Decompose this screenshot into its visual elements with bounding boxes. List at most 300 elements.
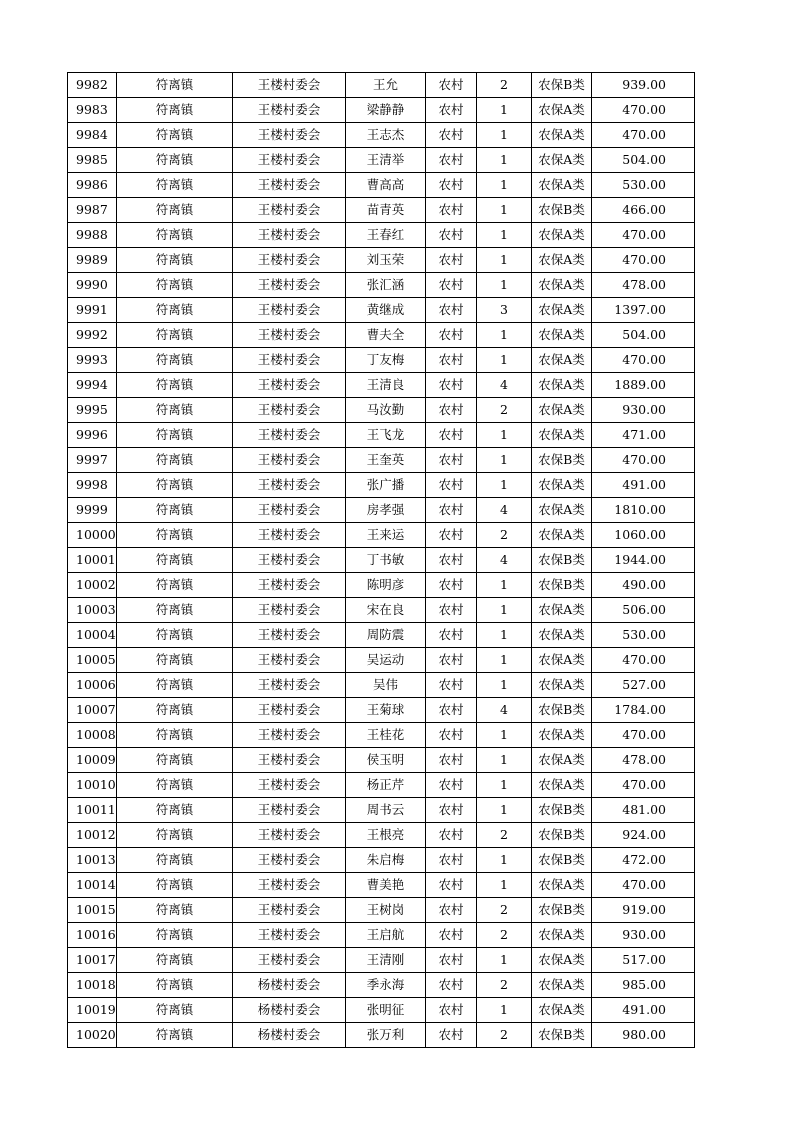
person-count-cell: 1 <box>477 998 532 1023</box>
village-cell: 王楼村委会 <box>233 323 346 348</box>
table-row <box>68 448 695 473</box>
village-cell: 王楼村委会 <box>233 548 346 573</box>
village-cell: 王楼村委会 <box>233 948 346 973</box>
name-cell: 王桂花 <box>346 723 426 748</box>
household-type-cell: 农村 <box>426 223 477 248</box>
household-type-cell: 农村 <box>426 423 477 448</box>
name-cell: 王春红 <box>346 223 426 248</box>
row-number: 10018 <box>68 973 117 998</box>
town-cell: 符离镇 <box>117 323 233 348</box>
household-type-cell: 农村 <box>426 348 477 373</box>
village-cell: 杨楼村委会 <box>233 973 346 998</box>
name-cell: 季永海 <box>346 973 426 998</box>
household-type-cell: 农村 <box>426 573 477 598</box>
town-cell: 符离镇 <box>117 773 233 798</box>
household-type-cell: 农村 <box>426 123 477 148</box>
insurance-category-cell: 农保A类 <box>532 773 592 798</box>
town-cell: 符离镇 <box>117 848 233 873</box>
town-cell: 符离镇 <box>117 423 233 448</box>
insurance-category-cell: 农保A类 <box>532 973 592 998</box>
row-number: 9983 <box>68 98 117 123</box>
person-count-cell: 1 <box>477 123 532 148</box>
village-cell: 杨楼村委会 <box>233 1023 346 1048</box>
person-count-cell: 1 <box>477 448 532 473</box>
name-cell: 张广播 <box>346 473 426 498</box>
person-count-cell: 1 <box>477 198 532 223</box>
village-cell: 王楼村委会 <box>233 598 346 623</box>
amount-cell: 939.00 <box>592 73 695 98</box>
name-cell: 马汝勤 <box>346 398 426 423</box>
person-count-cell: 1 <box>477 573 532 598</box>
row-number: 10010 <box>68 773 117 798</box>
person-count-cell: 1 <box>477 798 532 823</box>
amount-cell: 470.00 <box>592 348 695 373</box>
household-type-cell: 农村 <box>426 523 477 548</box>
name-cell: 房孝强 <box>346 498 426 523</box>
table-row <box>68 173 695 198</box>
household-type-cell: 农村 <box>426 298 477 323</box>
row-number: 9988 <box>68 223 117 248</box>
village-cell: 王楼村委会 <box>233 98 346 123</box>
household-type-cell: 农村 <box>426 398 477 423</box>
name-cell: 陈明彦 <box>346 573 426 598</box>
insurance-category-cell: 农保B类 <box>532 698 592 723</box>
table-row <box>68 473 695 498</box>
insurance-category-cell: 农保A类 <box>532 98 592 123</box>
table-row <box>68 398 695 423</box>
village-cell: 王楼村委会 <box>233 848 346 873</box>
amount-cell: 491.00 <box>592 998 695 1023</box>
household-type-cell: 农村 <box>426 673 477 698</box>
person-count-cell: 1 <box>477 273 532 298</box>
insurance-category-cell: 农保B类 <box>532 73 592 98</box>
household-type-cell: 农村 <box>426 998 477 1023</box>
amount-cell: 1810.00 <box>592 498 695 523</box>
amount-cell: 478.00 <box>592 748 695 773</box>
village-cell: 王楼村委会 <box>233 273 346 298</box>
amount-cell: 470.00 <box>592 248 695 273</box>
amount-cell: 1784.00 <box>592 698 695 723</box>
village-cell: 王楼村委会 <box>233 373 346 398</box>
town-cell: 符离镇 <box>117 648 233 673</box>
town-cell: 符离镇 <box>117 723 233 748</box>
insurance-category-cell: 农保B类 <box>532 198 592 223</box>
village-cell: 王楼村委会 <box>233 148 346 173</box>
name-cell: 张明征 <box>346 998 426 1023</box>
row-number: 9985 <box>68 148 117 173</box>
amount-cell: 527.00 <box>592 673 695 698</box>
table-row <box>68 548 695 573</box>
table-row <box>68 523 695 548</box>
household-type-cell: 农村 <box>426 923 477 948</box>
town-cell: 符离镇 <box>117 498 233 523</box>
village-cell: 王楼村委会 <box>233 173 346 198</box>
person-count-cell: 1 <box>477 748 532 773</box>
town-cell: 符离镇 <box>117 598 233 623</box>
row-number: 10011 <box>68 798 117 823</box>
table-row <box>68 923 695 948</box>
table-row <box>68 573 695 598</box>
amount-cell: 504.00 <box>592 323 695 348</box>
name-cell: 丁友梅 <box>346 348 426 373</box>
row-number: 10014 <box>68 873 117 898</box>
name-cell: 王根亮 <box>346 823 426 848</box>
table-row <box>68 323 695 348</box>
insurance-category-cell: 农保B类 <box>532 548 592 573</box>
amount-cell: 1944.00 <box>592 548 695 573</box>
town-cell: 符离镇 <box>117 198 233 223</box>
table-row <box>68 598 695 623</box>
row-number: 10007 <box>68 698 117 723</box>
village-cell: 王楼村委会 <box>233 648 346 673</box>
row-number: 10020 <box>68 1023 117 1048</box>
person-count-cell: 1 <box>477 948 532 973</box>
household-type-cell: 农村 <box>426 473 477 498</box>
person-count-cell: 1 <box>477 648 532 673</box>
name-cell: 梁静静 <box>346 98 426 123</box>
row-number: 9994 <box>68 373 117 398</box>
amount-cell: 470.00 <box>592 773 695 798</box>
person-count-cell: 1 <box>477 873 532 898</box>
town-cell: 符离镇 <box>117 923 233 948</box>
household-type-cell: 农村 <box>426 823 477 848</box>
row-number: 10006 <box>68 673 117 698</box>
insurance-category-cell: 农保B类 <box>532 1023 592 1048</box>
village-cell: 王楼村委会 <box>233 748 346 773</box>
household-type-cell: 农村 <box>426 198 477 223</box>
name-cell: 丁书敏 <box>346 548 426 573</box>
household-type-cell: 农村 <box>426 723 477 748</box>
row-number: 9997 <box>68 448 117 473</box>
village-cell: 王楼村委会 <box>233 523 346 548</box>
village-cell: 王楼村委会 <box>233 823 346 848</box>
person-count-cell: 2 <box>477 73 532 98</box>
town-cell: 符离镇 <box>117 998 233 1023</box>
town-cell: 符离镇 <box>117 748 233 773</box>
name-cell: 王允 <box>346 73 426 98</box>
insurance-category-cell: 农保A类 <box>532 348 592 373</box>
insurance-category-cell: 农保A类 <box>532 598 592 623</box>
insurance-category-cell: 农保B类 <box>532 448 592 473</box>
household-type-cell: 农村 <box>426 873 477 898</box>
row-number: 9992 <box>68 323 117 348</box>
village-cell: 王楼村委会 <box>233 798 346 823</box>
household-type-cell: 农村 <box>426 948 477 973</box>
person-count-cell: 1 <box>477 223 532 248</box>
name-cell: 王清刚 <box>346 948 426 973</box>
insurance-category-cell: 农保A类 <box>532 123 592 148</box>
row-number: 10000 <box>68 523 117 548</box>
row-number: 9998 <box>68 473 117 498</box>
insurance-category-cell: 农保A类 <box>532 648 592 673</box>
name-cell: 曹美艳 <box>346 873 426 898</box>
amount-cell: 980.00 <box>592 1023 695 1048</box>
row-number: 9982 <box>68 73 117 98</box>
town-cell: 符离镇 <box>117 448 233 473</box>
village-cell: 王楼村委会 <box>233 623 346 648</box>
amount-cell: 530.00 <box>592 623 695 648</box>
person-count-cell: 1 <box>477 848 532 873</box>
insurance-category-cell: 农保A类 <box>532 923 592 948</box>
town-cell: 符离镇 <box>117 623 233 648</box>
person-count-cell: 1 <box>477 723 532 748</box>
insurance-category-cell: 农保A类 <box>532 523 592 548</box>
table-row <box>68 723 695 748</box>
town-cell: 符离镇 <box>117 798 233 823</box>
village-cell: 王楼村委会 <box>233 298 346 323</box>
name-cell: 苗青英 <box>346 198 426 223</box>
person-count-cell: 3 <box>477 298 532 323</box>
town-cell: 符离镇 <box>117 1023 233 1048</box>
person-count-cell: 2 <box>477 823 532 848</box>
row-number: 9989 <box>68 248 117 273</box>
household-type-cell: 农村 <box>426 898 477 923</box>
table-row <box>68 198 695 223</box>
insurance-category-cell: 农保B类 <box>532 823 592 848</box>
amount-cell: 985.00 <box>592 973 695 998</box>
data-table <box>67 72 695 1048</box>
town-cell: 符离镇 <box>117 373 233 398</box>
insurance-category-cell: 农保A类 <box>532 498 592 523</box>
row-number: 10001 <box>68 548 117 573</box>
row-number: 9999 <box>68 498 117 523</box>
insurance-category-cell: 农保A类 <box>532 473 592 498</box>
household-type-cell: 农村 <box>426 798 477 823</box>
town-cell: 符离镇 <box>117 973 233 998</box>
insurance-category-cell: 农保A类 <box>532 373 592 398</box>
name-cell: 王启航 <box>346 923 426 948</box>
name-cell: 张万利 <box>346 1023 426 1048</box>
insurance-category-cell: 农保A类 <box>532 673 592 698</box>
town-cell: 符离镇 <box>117 98 233 123</box>
table-body <box>68 73 695 1048</box>
town-cell: 符离镇 <box>117 823 233 848</box>
row-number: 10015 <box>68 898 117 923</box>
row-number: 9984 <box>68 123 117 148</box>
row-number: 9986 <box>68 173 117 198</box>
amount-cell: 470.00 <box>592 873 695 898</box>
household-type-cell: 农村 <box>426 148 477 173</box>
village-cell: 王楼村委会 <box>233 923 346 948</box>
person-count-cell: 4 <box>477 498 532 523</box>
person-count-cell: 2 <box>477 1023 532 1048</box>
town-cell: 符离镇 <box>117 873 233 898</box>
amount-cell: 490.00 <box>592 573 695 598</box>
insurance-category-cell: 农保B类 <box>532 848 592 873</box>
insurance-category-cell: 农保B类 <box>532 898 592 923</box>
table-row <box>68 673 695 698</box>
person-count-cell: 1 <box>477 423 532 448</box>
table-row <box>68 898 695 923</box>
table-row <box>68 73 695 98</box>
name-cell: 王清举 <box>346 148 426 173</box>
table-row <box>68 223 695 248</box>
person-count-cell: 1 <box>477 598 532 623</box>
table-row <box>68 423 695 448</box>
name-cell: 王志杰 <box>346 123 426 148</box>
person-count-cell: 1 <box>477 98 532 123</box>
amount-cell: 478.00 <box>592 273 695 298</box>
village-cell: 王楼村委会 <box>233 698 346 723</box>
village-cell: 杨楼村委会 <box>233 998 346 1023</box>
person-count-cell: 1 <box>477 348 532 373</box>
amount-cell: 930.00 <box>592 398 695 423</box>
person-count-cell: 2 <box>477 398 532 423</box>
amount-cell: 472.00 <box>592 848 695 873</box>
table-row <box>68 973 695 998</box>
household-type-cell: 农村 <box>426 748 477 773</box>
amount-cell: 919.00 <box>592 898 695 923</box>
village-cell: 王楼村委会 <box>233 248 346 273</box>
person-count-cell: 1 <box>477 248 532 273</box>
household-type-cell: 农村 <box>426 373 477 398</box>
person-count-cell: 2 <box>477 523 532 548</box>
name-cell: 杨正芹 <box>346 773 426 798</box>
table-row <box>68 123 695 148</box>
household-type-cell: 农村 <box>426 73 477 98</box>
insurance-category-cell: 农保A类 <box>532 148 592 173</box>
row-number: 10016 <box>68 923 117 948</box>
row-number: 9987 <box>68 198 117 223</box>
person-count-cell: 4 <box>477 548 532 573</box>
amount-cell: 470.00 <box>592 648 695 673</box>
row-number: 10013 <box>68 848 117 873</box>
household-type-cell: 农村 <box>426 1023 477 1048</box>
amount-cell: 506.00 <box>592 598 695 623</box>
amount-cell: 1889.00 <box>592 373 695 398</box>
person-count-cell: 4 <box>477 698 532 723</box>
person-count-cell: 1 <box>477 323 532 348</box>
amount-cell: 470.00 <box>592 223 695 248</box>
village-cell: 王楼村委会 <box>233 898 346 923</box>
town-cell: 符离镇 <box>117 698 233 723</box>
table-row <box>68 373 695 398</box>
amount-cell: 517.00 <box>592 948 695 973</box>
village-cell: 王楼村委会 <box>233 423 346 448</box>
row-number: 10008 <box>68 723 117 748</box>
town-cell: 符离镇 <box>117 223 233 248</box>
person-count-cell: 1 <box>477 623 532 648</box>
insurance-category-cell: 农保A类 <box>532 223 592 248</box>
name-cell: 黄继成 <box>346 298 426 323</box>
town-cell: 符离镇 <box>117 173 233 198</box>
row-number: 9995 <box>68 398 117 423</box>
insurance-category-cell: 农保A类 <box>532 298 592 323</box>
table-row <box>68 648 695 673</box>
insurance-category-cell: 农保A类 <box>532 748 592 773</box>
name-cell: 曹夫全 <box>346 323 426 348</box>
table-row <box>68 248 695 273</box>
insurance-category-cell: 农保A类 <box>532 173 592 198</box>
village-cell: 王楼村委会 <box>233 223 346 248</box>
town-cell: 符离镇 <box>117 123 233 148</box>
insurance-category-cell: 农保A类 <box>532 873 592 898</box>
amount-cell: 504.00 <box>592 148 695 173</box>
town-cell: 符离镇 <box>117 473 233 498</box>
row-number: 10012 <box>68 823 117 848</box>
insurance-category-cell: 农保A类 <box>532 948 592 973</box>
table-row <box>68 348 695 373</box>
amount-cell: 924.00 <box>592 823 695 848</box>
table-row <box>68 823 695 848</box>
insurance-category-cell: 农保A类 <box>532 323 592 348</box>
household-type-cell: 农村 <box>426 648 477 673</box>
household-type-cell: 农村 <box>426 598 477 623</box>
town-cell: 符离镇 <box>117 273 233 298</box>
row-number: 10005 <box>68 648 117 673</box>
insurance-category-cell: 农保B类 <box>532 573 592 598</box>
town-cell: 符离镇 <box>117 523 233 548</box>
table-row <box>68 948 695 973</box>
table-row <box>68 498 695 523</box>
household-type-cell: 农村 <box>426 773 477 798</box>
name-cell: 王奎英 <box>346 448 426 473</box>
person-count-cell: 1 <box>477 773 532 798</box>
person-count-cell: 1 <box>477 148 532 173</box>
village-cell: 王楼村委会 <box>233 198 346 223</box>
name-cell: 刘玉荣 <box>346 248 426 273</box>
table-row <box>68 273 695 298</box>
person-count-cell: 4 <box>477 373 532 398</box>
town-cell: 符离镇 <box>117 248 233 273</box>
town-cell: 符离镇 <box>117 348 233 373</box>
household-type-cell: 农村 <box>426 98 477 123</box>
name-cell: 王菊球 <box>346 698 426 723</box>
town-cell: 符离镇 <box>117 398 233 423</box>
row-number: 10002 <box>68 573 117 598</box>
row-number: 10003 <box>68 598 117 623</box>
name-cell: 吴运动 <box>346 648 426 673</box>
household-type-cell: 农村 <box>426 448 477 473</box>
name-cell: 曹高高 <box>346 173 426 198</box>
village-cell: 王楼村委会 <box>233 348 346 373</box>
village-cell: 王楼村委会 <box>233 73 346 98</box>
town-cell: 符离镇 <box>117 673 233 698</box>
row-number: 10019 <box>68 998 117 1023</box>
amount-cell: 471.00 <box>592 423 695 448</box>
insurance-category-cell: 农保A类 <box>532 723 592 748</box>
household-type-cell: 农村 <box>426 848 477 873</box>
household-type-cell: 农村 <box>426 273 477 298</box>
name-cell: 吴伟 <box>346 673 426 698</box>
name-cell: 侯玉明 <box>346 748 426 773</box>
amount-cell: 530.00 <box>592 173 695 198</box>
household-type-cell: 农村 <box>426 973 477 998</box>
name-cell: 张汇涵 <box>346 273 426 298</box>
table-row <box>68 873 695 898</box>
name-cell: 朱启梅 <box>346 848 426 873</box>
person-count-cell: 1 <box>477 673 532 698</box>
amount-cell: 470.00 <box>592 723 695 748</box>
village-cell: 王楼村委会 <box>233 398 346 423</box>
amount-cell: 930.00 <box>592 923 695 948</box>
person-count-cell: 2 <box>477 973 532 998</box>
name-cell: 周书云 <box>346 798 426 823</box>
row-number: 10004 <box>68 623 117 648</box>
household-type-cell: 农村 <box>426 323 477 348</box>
town-cell: 符离镇 <box>117 573 233 598</box>
row-number: 9991 <box>68 298 117 323</box>
village-cell: 王楼村委会 <box>233 723 346 748</box>
insurance-category-cell: 农保A类 <box>532 998 592 1023</box>
name-cell: 王飞龙 <box>346 423 426 448</box>
amount-cell: 466.00 <box>592 198 695 223</box>
insurance-category-cell: 农保A类 <box>532 273 592 298</box>
name-cell: 宋在良 <box>346 598 426 623</box>
person-count-cell: 2 <box>477 898 532 923</box>
village-cell: 王楼村委会 <box>233 448 346 473</box>
insurance-category-cell: 农保A类 <box>532 623 592 648</box>
